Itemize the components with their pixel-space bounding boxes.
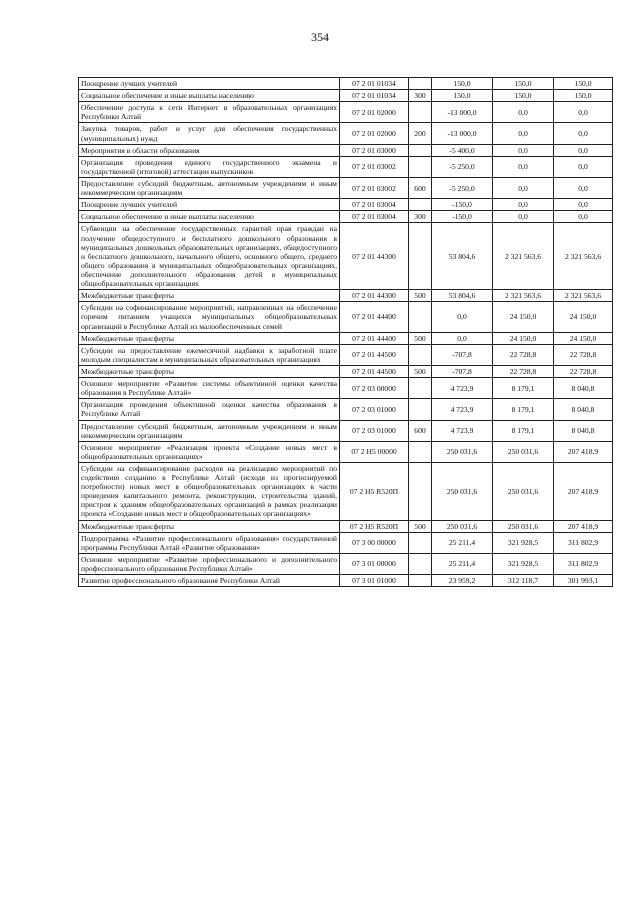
row-code-cell: 07 2 03 01000 xyxy=(340,420,409,441)
row-expense-type-cell: 200 xyxy=(409,123,432,144)
row-amount-year3-cell: 207 418,9 xyxy=(554,520,613,532)
row-amount-year2-cell: 0,0 xyxy=(493,123,554,144)
row-code-cell: 07 2 01 44300 xyxy=(340,223,409,290)
row-amount-year2-cell: 8 179,1 xyxy=(493,420,554,441)
row-amount-year1-cell: 250 031,6 xyxy=(432,462,493,520)
row-code-cell: 07 2 01 03004 xyxy=(340,199,409,211)
row-expense-type-cell xyxy=(409,223,432,290)
row-amount-year2-cell: 321 928,5 xyxy=(493,532,554,553)
row-code-cell: 07 2 01 01034 xyxy=(340,90,409,102)
row-amount-year2-cell: 312 118,7 xyxy=(493,575,554,587)
row-expense-type-cell xyxy=(409,102,432,123)
row-expense-type-cell xyxy=(409,378,432,399)
row-amount-year2-cell: 250 031,6 xyxy=(493,520,554,532)
row-amount-year1-cell: 53 804,6 xyxy=(432,223,493,290)
row-amount-year3-cell: 8 040,8 xyxy=(554,399,613,420)
row-name-cell: Основное мероприятие «Развитие профессионального и дополнительного профессионального образования Республики Алтай» xyxy=(79,553,340,574)
row-name-cell: Организация проведения единого государственного экзамена и государственной (итоговой) аттестации выпускников xyxy=(79,156,340,177)
row-amount-year2-cell: 0,0 xyxy=(493,177,554,198)
row-name-cell: Закупка товаров, работ и услуг для обеспечения государственных (муниципальных) нужд xyxy=(79,123,340,144)
table-row xyxy=(79,102,613,123)
row-amount-year2-cell: 150,0 xyxy=(493,90,554,102)
table-row xyxy=(79,575,613,587)
table-row xyxy=(79,332,613,344)
row-name-cell: Предоставление субсидий бюджетным, автономным учреждениям и иным некоммерческим организациям xyxy=(79,420,340,441)
row-amount-year3-cell: 207 418,9 xyxy=(554,462,613,520)
row-amount-year1-cell: -150,0 xyxy=(432,211,493,223)
row-name-cell: Подпрограмма «Развитие профессионального образования» государственной программы Республики Алтай «Развитие образования» xyxy=(79,532,340,553)
row-amount-year3-cell: 2 321 563,6 xyxy=(554,290,613,302)
row-amount-year3-cell: 207 418,9 xyxy=(554,441,613,462)
row-amount-year3-cell: 24 150,0 xyxy=(554,332,613,344)
row-expense-type-cell: 600 xyxy=(409,420,432,441)
row-name-cell: Мероприятия в области образования xyxy=(79,144,340,156)
table-row xyxy=(79,365,613,377)
row-code-cell: 07 2 01 03002 xyxy=(340,156,409,177)
row-code-cell: 07 2 03 00000 xyxy=(340,378,409,399)
row-amount-year1-cell: 25 211,4 xyxy=(432,532,493,553)
row-amount-year1-cell: 250 031,6 xyxy=(432,441,493,462)
row-amount-year1-cell: 150,0 xyxy=(432,90,493,102)
row-name-cell: Предоставление субсидий бюджетным, автономным учреждениям и иным некоммерческим организациям xyxy=(79,177,340,198)
row-code-cell: 07 2 01 03004 xyxy=(340,211,409,223)
row-amount-year2-cell: 150,0 xyxy=(493,78,554,90)
row-amount-year1-cell: -5 400,0 xyxy=(432,144,493,156)
table-row xyxy=(79,290,613,302)
row-amount-year3-cell: 0,0 xyxy=(554,199,613,211)
row-amount-year1-cell: 4 723,9 xyxy=(432,420,493,441)
row-name-cell: Межбюджетные трансферты xyxy=(79,365,340,377)
row-amount-year3-cell: 301 993,1 xyxy=(554,575,613,587)
row-code-cell: 07 2 01 44400 xyxy=(340,332,409,344)
row-code-cell: 07 2 01 44400 xyxy=(340,302,409,332)
row-amount-year3-cell: 0,0 xyxy=(554,211,613,223)
row-expense-type-cell: 300 xyxy=(409,90,432,102)
row-amount-year2-cell: 2 321 563,6 xyxy=(493,290,554,302)
row-expense-type-cell: 500 xyxy=(409,365,432,377)
row-expense-type-cell xyxy=(409,462,432,520)
row-amount-year3-cell: 0,0 xyxy=(554,177,613,198)
row-amount-year3-cell: 311 802,9 xyxy=(554,553,613,574)
table-row xyxy=(79,302,613,332)
row-expense-type-cell xyxy=(409,532,432,553)
row-amount-year3-cell: 22 728,8 xyxy=(554,365,613,377)
row-amount-year2-cell: 0,0 xyxy=(493,156,554,177)
table-row xyxy=(79,399,613,420)
table-row xyxy=(79,78,613,90)
row-expense-type-cell: 600 xyxy=(409,177,432,198)
budget-table-body xyxy=(79,78,613,587)
table-row xyxy=(79,520,613,532)
row-code-cell: 07 2 01 44500 xyxy=(340,365,409,377)
row-amount-year2-cell: 24 150,0 xyxy=(493,332,554,344)
row-code-cell: 07 3 01 01000 xyxy=(340,575,409,587)
row-name-cell: Социальное обеспечение и иные выплаты населению xyxy=(79,90,340,102)
row-amount-year3-cell: 0,0 xyxy=(554,102,613,123)
row-name-cell: Обеспечение доступа к сети Интернет в образовательных организациях Республики Алтай xyxy=(79,102,340,123)
row-expense-type-cell xyxy=(409,399,432,420)
row-amount-year1-cell: 4 723,9 xyxy=(432,378,493,399)
row-name-cell: Поощрение лучших учителей xyxy=(79,78,340,90)
row-amount-year3-cell: 22 728,8 xyxy=(554,344,613,365)
row-amount-year1-cell: -13 000,0 xyxy=(432,102,493,123)
row-amount-year2-cell: 0,0 xyxy=(493,211,554,223)
row-amount-year1-cell: 250 031,6 xyxy=(432,520,493,532)
row-expense-type-cell xyxy=(409,344,432,365)
row-name-cell: Развитие профессионального образования Республики Алтай xyxy=(79,575,340,587)
budget-table xyxy=(78,77,613,587)
row-name-cell: Организация проведения объективной оценки качества образования в Республике Алтай xyxy=(79,399,340,420)
row-amount-year1-cell: -707,8 xyxy=(432,344,493,365)
row-code-cell: 07 2 Н5 00000 xyxy=(340,441,409,462)
row-amount-year1-cell: 0,0 xyxy=(432,302,493,332)
row-amount-year2-cell: 22 728,8 xyxy=(493,344,554,365)
row-name-cell: Межбюджетные трансферты xyxy=(79,290,340,302)
row-code-cell: 07 2 01 03002 xyxy=(340,177,409,198)
row-expense-type-cell xyxy=(409,199,432,211)
row-name-cell: Субвенции на обеспечение государственных гарантий прав граждан на получение общедоступного и бесплатного дошкольного образования в муниципальных дошкольных образовательных организациях, общедоступного и бесплатного дошкольного, начального общего, основного общего, среднего общего образования в муниципальных общеобразовательных организациях, обеспечение дополнительного образования детей в муниципальных общеобразовательных организациях xyxy=(79,223,340,290)
row-code-cell: 07 3 00 00000 xyxy=(340,532,409,553)
row-expense-type-cell: 500 xyxy=(409,332,432,344)
row-amount-year1-cell: 0,0 xyxy=(432,332,493,344)
row-amount-year2-cell: 24 150,0 xyxy=(493,302,554,332)
table-row xyxy=(79,90,613,102)
row-code-cell: 07 2 Н5 R520П xyxy=(340,462,409,520)
row-amount-year2-cell: 8 179,1 xyxy=(493,378,554,399)
row-amount-year1-cell: 150,0 xyxy=(432,78,493,90)
row-code-cell: 07 3 01 00000 xyxy=(340,553,409,574)
row-amount-year1-cell: -5 250,0 xyxy=(432,156,493,177)
row-amount-year3-cell: 8 040,8 xyxy=(554,378,613,399)
row-expense-type-cell xyxy=(409,156,432,177)
row-amount-year2-cell: 2 321 563,6 xyxy=(493,223,554,290)
row-amount-year3-cell: 311 802,9 xyxy=(554,532,613,553)
row-amount-year2-cell: 250 031,6 xyxy=(493,462,554,520)
table-row xyxy=(79,344,613,365)
table-row xyxy=(79,177,613,198)
row-code-cell: 07 2 01 01034 xyxy=(340,78,409,90)
row-expense-type-cell xyxy=(409,78,432,90)
row-name-cell: Поощрение лучших учителей xyxy=(79,199,340,211)
table-row xyxy=(79,211,613,223)
row-name-cell: Межбюджетные трансферты xyxy=(79,332,340,344)
table-row xyxy=(79,199,613,211)
table-row xyxy=(79,441,613,462)
row-amount-year1-cell: 53 804,6 xyxy=(432,290,493,302)
row-expense-type-cell: 500 xyxy=(409,520,432,532)
row-amount-year3-cell: 8 040,8 xyxy=(554,420,613,441)
row-name-cell: Социальное обеспечение и иные выплаты населению xyxy=(79,211,340,223)
row-expense-type-cell xyxy=(409,553,432,574)
row-code-cell: 07 2 01 03000 xyxy=(340,144,409,156)
row-amount-year3-cell: 24 150,0 xyxy=(554,302,613,332)
row-amount-year3-cell: 0,0 xyxy=(554,144,613,156)
row-amount-year1-cell: 4 723,9 xyxy=(432,399,493,420)
row-amount-year1-cell: 23 959,2 xyxy=(432,575,493,587)
row-amount-year1-cell: -13 000,0 xyxy=(432,123,493,144)
row-code-cell: 07 2 03 01000 xyxy=(340,399,409,420)
row-name-cell: Субсидии на софинансирование мероприятий, направленных на обеспечение горячим питанием учащихся муниципальных общеобразовательных организаций в Республике Алтай из малообеспеченных семей xyxy=(79,302,340,332)
row-amount-year2-cell: 22 728,8 xyxy=(493,365,554,377)
row-expense-type-cell: 300 xyxy=(409,211,432,223)
row-name-cell: Основное мероприятие «Реализация проекта «Создание новых мест в общеобразовательных организациях» xyxy=(79,441,340,462)
row-amount-year1-cell: -150,0 xyxy=(432,199,493,211)
table-row xyxy=(79,420,613,441)
row-amount-year1-cell: -5 250,0 xyxy=(432,177,493,198)
row-amount-year1-cell: 25 211,4 xyxy=(432,553,493,574)
table-row xyxy=(79,378,613,399)
table-row xyxy=(79,223,613,290)
row-amount-year3-cell: 150,0 xyxy=(554,90,613,102)
table-row xyxy=(79,532,613,553)
table-row xyxy=(79,144,613,156)
row-amount-year2-cell: 8 179,1 xyxy=(493,399,554,420)
row-expense-type-cell xyxy=(409,302,432,332)
row-code-cell: 07 2 01 44300 xyxy=(340,290,409,302)
row-code-cell: 07 2 01 02000 xyxy=(340,123,409,144)
row-amount-year2-cell: 321 928,5 xyxy=(493,553,554,574)
row-amount-year2-cell: 0,0 xyxy=(493,102,554,123)
page-number: 354 xyxy=(311,30,329,44)
row-amount-year3-cell: 2 321 563,6 xyxy=(554,223,613,290)
row-name-cell: Основное мероприятие «Развитие системы объективной оценки качества образования в Республике Алтай» xyxy=(79,378,340,399)
row-amount-year3-cell: 0,0 xyxy=(554,156,613,177)
row-amount-year3-cell: 0,0 xyxy=(554,123,613,144)
row-amount-year2-cell: 250 031,6 xyxy=(493,441,554,462)
table-row xyxy=(79,156,613,177)
row-expense-type-cell xyxy=(409,575,432,587)
table-row xyxy=(79,123,613,144)
table-row xyxy=(79,553,613,574)
row-name-cell: Межбюджетные трансферты xyxy=(79,520,340,532)
table-row xyxy=(79,462,613,520)
row-name-cell: Субсидии на софинансирование расходов на реализацию мероприятий по содействию созданию в Республике Алтай (исходя из прогнозируемой потребности) новых мест в общеобразовательных организациях в части проведения капитального ремонта, реконструкции, строительства зданий, пристроя к зданиям общеобразовательных организаций в рамках реализации проекта «Создание новых мест в общеобразовательных организациях» xyxy=(79,462,340,520)
row-name-cell: Субсидии на предоставление ежемесячной надбавки к заработной плате молодым специалистам в муниципальных образовательных организациях xyxy=(79,344,340,365)
row-amount-year2-cell: 0,0 xyxy=(493,199,554,211)
row-amount-year2-cell: 0,0 xyxy=(493,144,554,156)
row-code-cell: 07 2 Н5 R520П xyxy=(340,520,409,532)
row-expense-type-cell: 500 xyxy=(409,290,432,302)
row-expense-type-cell xyxy=(409,144,432,156)
row-amount-year3-cell: 150,0 xyxy=(554,78,613,90)
row-expense-type-cell xyxy=(409,441,432,462)
row-amount-year1-cell: -707,8 xyxy=(432,365,493,377)
row-code-cell: 07 2 01 44500 xyxy=(340,344,409,365)
row-code-cell: 07 2 01 02000 xyxy=(340,102,409,123)
